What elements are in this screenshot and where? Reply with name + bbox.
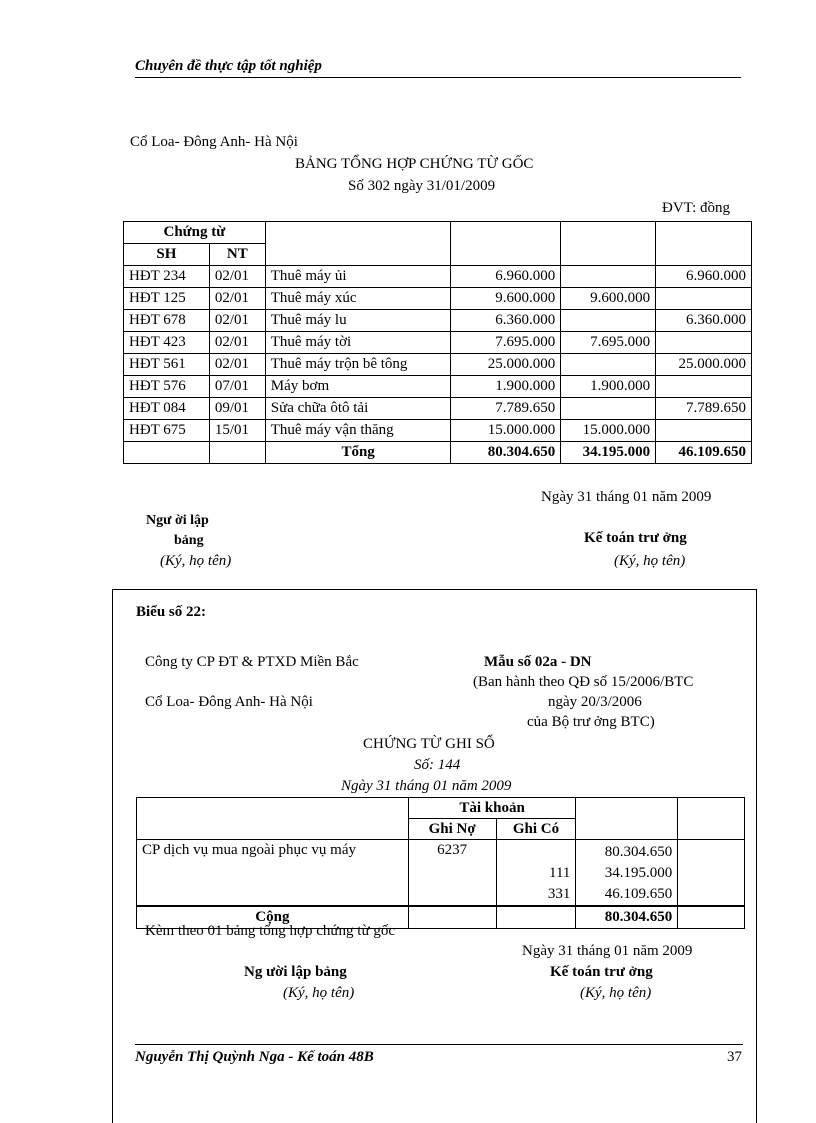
voucher-sh: HĐT 234	[124, 266, 210, 288]
voucher-sh: HĐT 423	[124, 332, 210, 354]
issued-line1: (Ban hành theo QĐ số 15/2006/BTC	[473, 674, 694, 690]
amount: 6.960.000	[451, 266, 561, 288]
description: Thuê máy vận thăng	[265, 420, 451, 442]
credit2-amount	[656, 332, 752, 354]
sign1-creator-line2: bảng	[174, 533, 204, 548]
sign1-chief-note: (Ký, họ tên)	[614, 553, 686, 569]
table-row	[124, 376, 752, 398]
ledger-total: 80.304.650	[576, 906, 678, 928]
attachment-note: Kèm theo 01 bảng tổng hợp chứng từ gốc	[145, 923, 395, 939]
description: Thuê máy lu	[265, 310, 451, 332]
ledger-amount-header	[576, 798, 678, 840]
ledger-desc: CP dịch vụ mua ngoài phục vụ máy	[137, 840, 409, 907]
description: Thuê máy xúc	[265, 288, 451, 310]
unit-label: ĐVT: đồng	[662, 200, 730, 216]
sign2-creator: Ng ười lập bảng	[244, 964, 347, 980]
form-number: Số: 144	[414, 757, 461, 773]
sign1-chief: Kế toán trư ởng	[584, 530, 687, 546]
total-label: Tổng	[265, 442, 451, 464]
company-name: Công ty CP ĐT & PTXD Miền Bắc	[145, 654, 359, 670]
table-header-row	[124, 222, 752, 244]
amount: 15.000.000	[451, 420, 561, 442]
ledger-amount: 46.109.650	[604, 886, 673, 902]
col-nt: NT	[209, 244, 265, 266]
credit-amount	[561, 354, 656, 376]
credit-amount	[561, 398, 656, 420]
ledger-credits	[496, 840, 576, 907]
credit-account: 111	[549, 865, 571, 881]
ledger-note	[678, 840, 745, 907]
sign2-date: Ngày 31 tháng 01 năm 2009	[522, 943, 693, 959]
voucher-date: 15/01	[209, 420, 265, 442]
address: Cổ Loa- Đông Anh- Hà Nội	[130, 134, 298, 150]
credit2-amount: 6.960.000	[656, 266, 752, 288]
ledger-amount: 34.195.000	[604, 865, 673, 881]
col-sh: SH	[124, 244, 210, 266]
account-group-header: Tài khoản	[408, 798, 576, 819]
ledger-total-empty-3	[678, 906, 745, 928]
voucher-date: 02/01	[209, 288, 265, 310]
form-label: Biểu số 22:	[136, 604, 207, 620]
credit-amount: 7.695.000	[561, 332, 656, 354]
page-number: 37	[727, 1049, 742, 1065]
header-rule	[135, 77, 741, 78]
col-debit: Ghi Nợ	[408, 819, 496, 840]
voucher-date: 02/01	[209, 332, 265, 354]
credit2-amount: 25.000.000	[656, 354, 752, 376]
credit-amount	[561, 310, 656, 332]
credit-amount: 9.600.000	[561, 288, 656, 310]
sign1-creator-line1: Ngư ời lập	[146, 513, 209, 528]
issued-line3: của Bộ trư ởng BTC)	[527, 714, 655, 730]
amount: 1.900.000	[451, 376, 561, 398]
ledger-total-empty-1	[408, 906, 496, 928]
credit2-amount	[656, 376, 752, 398]
voucher-sh: HĐT 125	[124, 288, 210, 310]
issued-line2: ngày 20/3/2006	[548, 694, 642, 710]
table-row	[124, 398, 752, 420]
voucher-sh: HĐT 561	[124, 354, 210, 376]
voucher-date: 07/01	[209, 376, 265, 398]
table-row	[124, 354, 752, 376]
total-c: 46.109.650	[656, 442, 752, 464]
credit2-header	[656, 222, 752, 266]
voucher-sh: HĐT 675	[124, 420, 210, 442]
form-title: CHỨNG TỪ GHI SỔ	[363, 736, 495, 752]
description: Sửa chữa ôtô tải	[265, 398, 451, 420]
credit2-amount	[656, 288, 752, 310]
amount: 6.360.000	[451, 310, 561, 332]
footer-rule	[135, 1044, 743, 1045]
form-date: Ngày 31 tháng 01 năm 2009	[341, 778, 512, 794]
sign2-chief: Kế toán trư ởng	[550, 964, 653, 980]
voucher-sh: HĐT 576	[124, 376, 210, 398]
credit2-amount: 7.789.650	[656, 398, 752, 420]
credit2-amount	[656, 420, 752, 442]
sign1-date: Ngày 31 tháng 01 năm 2009	[541, 489, 712, 505]
table-row	[124, 266, 752, 288]
summary-table	[123, 221, 752, 464]
desc-header	[265, 222, 451, 266]
table-row	[124, 310, 752, 332]
ledger-amount: 80.304.650	[604, 844, 673, 860]
credit2-amount: 6.360.000	[656, 310, 752, 332]
total-empty-2	[209, 442, 265, 464]
description: Thuê máy tời	[265, 332, 451, 354]
footer-author: Nguyễn Thị Quỳnh Nga - Kế toán 48B	[135, 1049, 374, 1065]
voucher-sh: HĐT 084	[124, 398, 210, 420]
credit-empty	[502, 842, 571, 863]
total-b: 34.195.000	[561, 442, 656, 464]
total-row	[124, 442, 752, 464]
amount: 25.000.000	[451, 354, 561, 376]
sign2-creator-note: (Ký, họ tên)	[283, 985, 355, 1001]
table-row	[124, 420, 752, 442]
credit-header	[561, 222, 656, 266]
ledger-body-row	[137, 840, 745, 907]
credit-amount	[561, 266, 656, 288]
table-row	[124, 288, 752, 310]
description: Thuê máy ủi	[265, 266, 451, 288]
voucher-date: 09/01	[209, 398, 265, 420]
doc-number: Số 302 ngày 31/01/2009	[348, 178, 496, 194]
company-address: Cổ Loa- Đông Anh- Hà Nội	[145, 694, 313, 710]
voucher-sh: HĐT 678	[124, 310, 210, 332]
ledger-desc-header	[137, 798, 409, 840]
voucher-group-header: Chứng từ	[124, 222, 266, 244]
voucher-date: 02/01	[209, 310, 265, 332]
total-empty-1	[124, 442, 210, 464]
sign1-creator-note: (Ký, họ tên)	[160, 553, 232, 569]
credit-amount: 15.000.000	[561, 420, 656, 442]
amount-header	[451, 222, 561, 266]
amount: 9.600.000	[451, 288, 561, 310]
credit-amount: 1.900.000	[561, 376, 656, 398]
voucher-date: 02/01	[209, 354, 265, 376]
description: Máy bơm	[265, 376, 451, 398]
amount: 7.789.650	[451, 398, 561, 420]
ledger-total-label: Cộng	[137, 906, 409, 928]
credit-account: 331	[547, 886, 571, 902]
header-title: Chuyên đề thực tập tốt nghiệp	[135, 58, 322, 74]
description: Thuê máy trộn bê tông	[265, 354, 451, 376]
ledger-table	[136, 797, 745, 929]
doc-title: BẢNG TỔNG HỢP CHỨNG TỪ GỐC	[295, 156, 534, 172]
table-row	[124, 332, 752, 354]
total-a: 80.304.650	[451, 442, 561, 464]
amount: 7.695.000	[451, 332, 561, 354]
form-no: Mẫu số 02a - DN	[484, 654, 592, 670]
ledger-total-empty-2	[496, 906, 576, 928]
ledger-header-row	[137, 798, 745, 819]
ledger-amounts	[576, 840, 678, 907]
col-credit: Ghi Có	[496, 819, 576, 840]
ledger-note-header	[678, 798, 745, 840]
voucher-date: 02/01	[209, 266, 265, 288]
sign2-chief-note: (Ký, họ tên)	[580, 985, 652, 1001]
ledger-debit: 6237	[408, 840, 496, 907]
